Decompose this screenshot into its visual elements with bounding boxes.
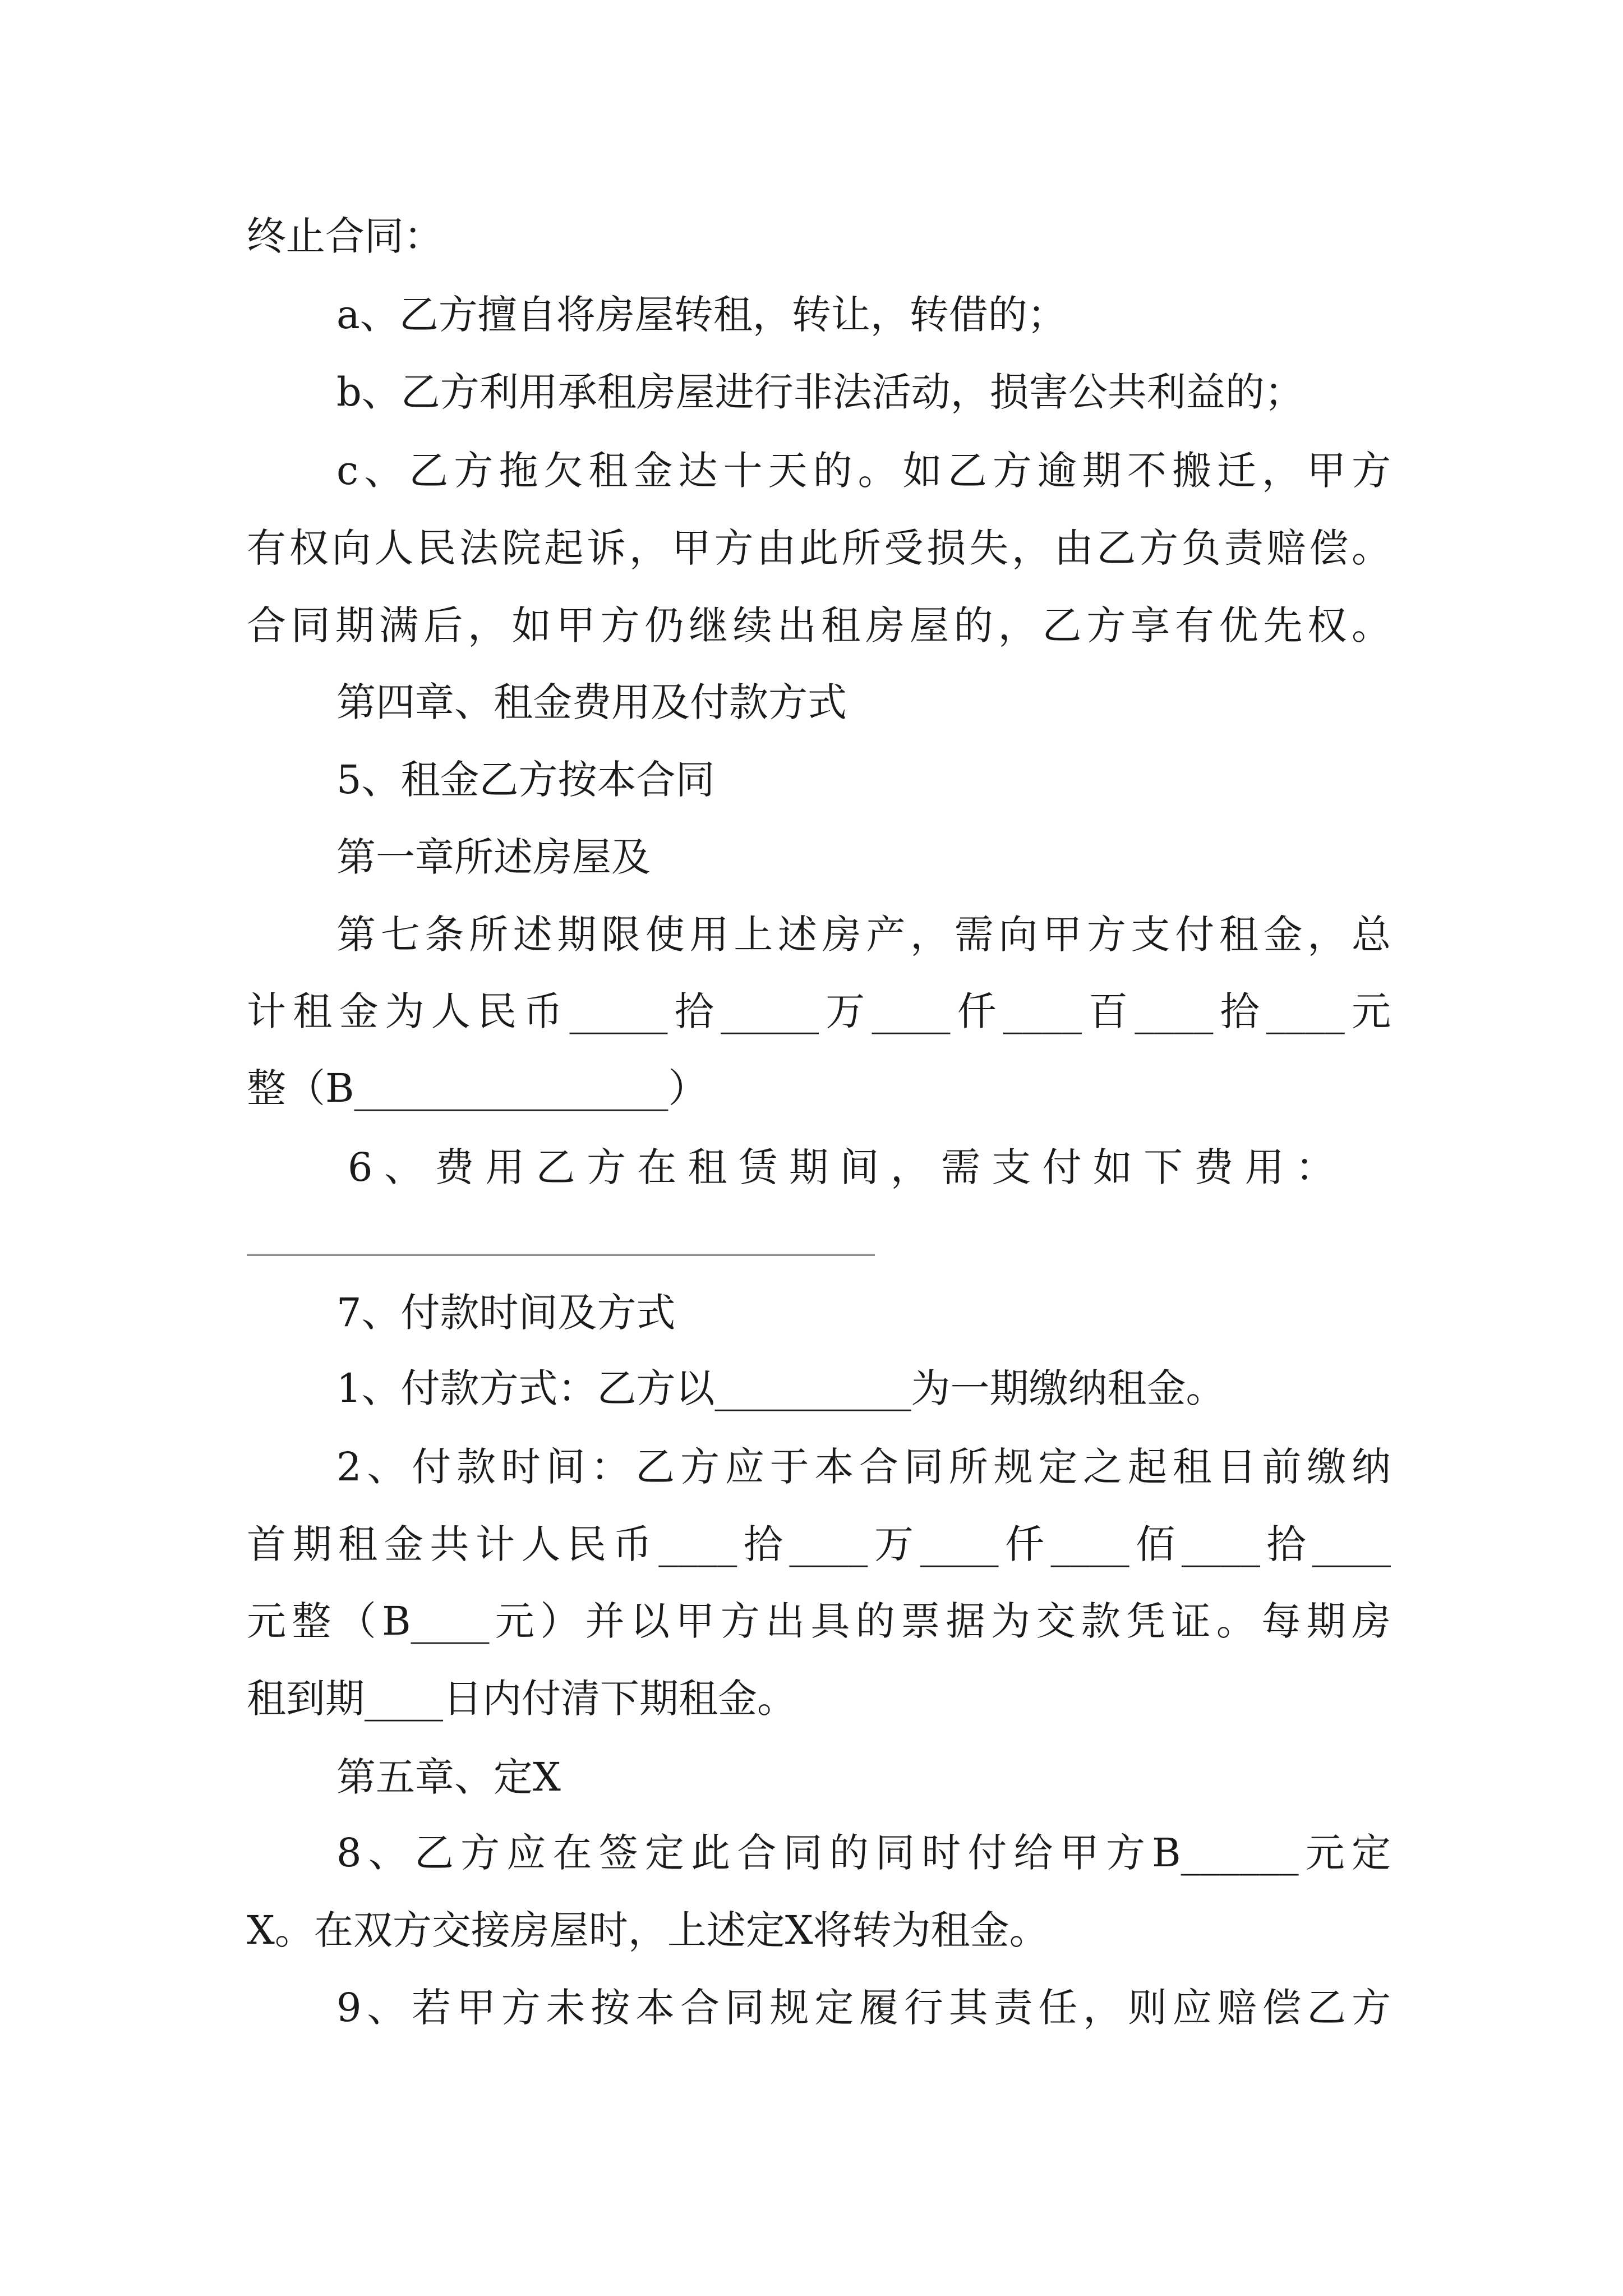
text-line-court-claim: 有权向人民法院起诉，甲方由此所受损失，由乙方负责赔偿。 [247,525,1391,571]
text-line-payment-item-7: 7、付款时间及方式 [336,1290,676,1336]
text-line-total-rent-amount: 整（B________________） [247,1065,708,1111]
text-line-receipt-voucher: 元整（B____元）并以甲方出具的票据为交款凭证。每期房 [247,1598,1391,1644]
text-line-next-rent-due: 租到期____日内付清下期租金。 [247,1676,796,1722]
chapter-four-heading: 第四章、租金费用及付款方式 [336,679,847,725]
text-line-total-rent-blanks: 计租金为人民币_____拾_____万____仟____百____拾____元 [247,988,1391,1034]
text-line-deposit-item-8: 8、乙方应在签定此合同的同时付给甲方B______元定 [336,1830,1391,1876]
text-line-payment-method: 1、付款方式：乙方以__________为一期缴纳租金。 [336,1365,1225,1411]
text-line-fees-item-6: 6、费用乙方在租赁期间，需支付如下费用： [348,1144,1335,1190]
text-line-clause-a: a、乙方擅自将房屋转租，转让，转借的； [336,292,1067,338]
text-line-rent-item-5: 5、租金乙方按本合同 [336,757,715,803]
text-line-deposit-to-rent: X。在双方交接房屋时，上述定X将转为租金。 [247,1907,1049,1953]
text-line-payment-time: 2、付款时间：乙方应于本合同所规定之起租日前缴纳 [336,1444,1391,1490]
text-line-terminate-contract: 终止合同： [247,213,443,259]
text-line-article-seven: 第七条所述期限使用上述房产，需向甲方支付租金，总 [336,912,1391,958]
text-line-clause-c: c、乙方拖欠租金达十天的。如乙方逾期不搬迁，甲方 [336,448,1391,494]
text-line-first-rent-blanks: 首期租金共计人民币____拾____万____仟____佰____拾____ [247,1521,1391,1567]
chapter-five-heading: 第五章、定X [336,1754,561,1800]
fees-blank-line [247,1254,875,1256]
text-line-compensation-item-9: 9、若甲方未按本合同规定履行其责任，则应赔偿乙方 [336,1985,1391,2031]
text-line-priority-right: 合同期满后，如甲方仍继续出租房屋的，乙方享有优先权。 [247,602,1391,648]
text-line-chapter-one-reference: 第一章所述房屋及 [336,834,651,880]
text-line-clause-b: b、乙方利用承租房屋进行非法活动，损害公共利益的； [336,369,1304,415]
